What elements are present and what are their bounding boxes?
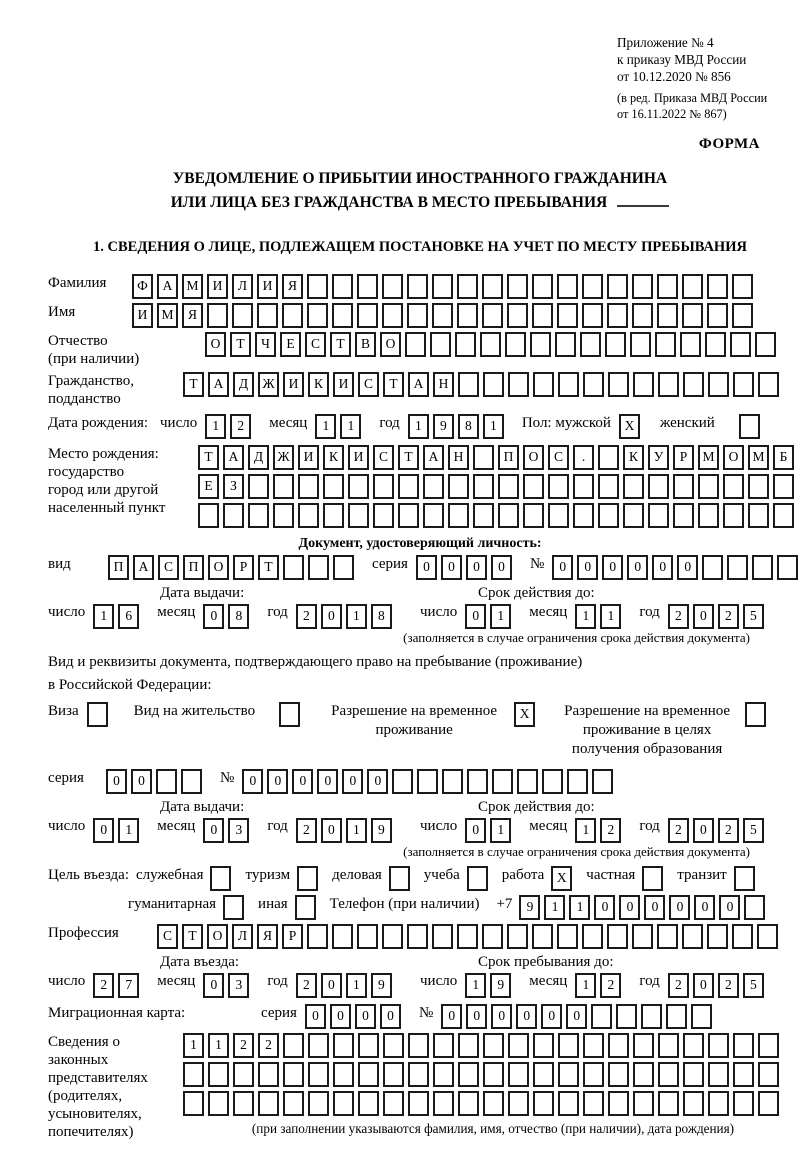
form-title-line1: УВЕДОМЛЕНИЕ О ПРИБЫТИИ ИНОСТРАННОГО ГРАЖДАНИНА: [172, 170, 668, 187]
stay-valid-column: [420, 798, 792, 843]
birthplace-label-line1: Место рождения:: [48, 446, 159, 462]
appendix-line3: от 10.12.2020 № 856: [617, 69, 731, 84]
stay-doc-dates: [48, 798, 792, 843]
stay-issue-day-cells[interactable]: 0 1: [93, 818, 143, 843]
stay-number-cells[interactable]: 0 0 0 0 0 0: [242, 769, 617, 794]
stay-doc-series-row: [48, 769, 792, 794]
entry-date-heading: Дата въезда:: [160, 954, 240, 970]
birthplace-label: [48, 445, 198, 517]
amendment-line1: (в ред. Приказа МВД России: [617, 91, 768, 105]
identity-issue-month-cells[interactable]: 0 8: [203, 604, 253, 629]
form-label: ФОРМА: [698, 136, 760, 152]
purpose-business-label: деловая: [332, 867, 382, 883]
citizenship-label-line1: Гражданство,: [48, 373, 135, 389]
section1-heading: 1. СВЕДЕНИЯ О ЛИЦЕ, ПОДЛЕЖАЩЕМ ПОСТАНОВКЕ НА УЧЕТ ПО МЕСТУ ПРЕБЫВАНИЯ: [93, 239, 747, 255]
stay-until-day-label: число: [420, 973, 458, 989]
birthplace-row3-cells[interactable]: [198, 503, 798, 528]
stay-doc-intro-line1: Вид и реквизиты документа, подтверждающего право на пребывание (проживание): [48, 654, 583, 670]
patronymic-label-line1: Отчество: [48, 333, 108, 349]
migration-number-cells[interactable]: 0 0 0 0 0 0: [441, 1004, 716, 1029]
appendix-reference: [617, 34, 792, 122]
identity-valid-year-cells[interactable]: 2 0 2 5: [668, 604, 768, 629]
identity-valid-year-label: год: [639, 604, 660, 620]
guardians-label-line2: законных: [48, 1052, 109, 1068]
temp-permit-label: [320, 702, 508, 740]
birthplace-row2-cells[interactable]: Е З: [198, 474, 798, 499]
residence-permit-label: Вид на жительство: [133, 703, 256, 719]
guardians-label-line4: (родителях,: [48, 1088, 123, 1104]
identity-valid-month-label: месяц: [529, 604, 568, 620]
stay-series-cells[interactable]: 0 0: [106, 769, 206, 794]
entry-dates: [48, 953, 792, 998]
temp-permit-checkbox[interactable]: X: [514, 702, 539, 727]
birthplace-label-line3: город или другой: [48, 482, 159, 498]
identity-issue-year-cells[interactable]: 2 0 1 8: [296, 604, 396, 629]
citizenship-cells[interactable]: Т А Д Ж И К И С Т А Н: [183, 372, 783, 397]
stay-until-year-label: год: [639, 973, 660, 989]
birthplace-label-line2: государство: [48, 464, 125, 480]
identity-valid-day-cells[interactable]: 0 1: [465, 604, 515, 629]
stay-valid-year-cells[interactable]: 2 0 2 5: [668, 818, 768, 843]
doc-series-label: серия: [372, 556, 408, 572]
identity-issue-month-label: месяц: [157, 604, 196, 620]
purpose-official-label: служебная: [135, 867, 204, 883]
stay-until-row: [420, 973, 792, 998]
stay-until-month-cells[interactable]: 1 2: [575, 973, 625, 998]
identity-valid-row: [420, 604, 792, 629]
birthplace-block: [48, 445, 792, 532]
stay-issue-row: [48, 818, 420, 843]
doc-number-label: №: [529, 556, 545, 572]
purpose-private-checkbox[interactable]: [642, 866, 667, 891]
stay-valid-month-cells[interactable]: 1 2: [575, 818, 625, 843]
profession-cells[interactable]: С Т О Л Я Р: [157, 924, 782, 949]
citizenship-row: [48, 372, 792, 408]
stay-valid-heading: Срок действия до:: [478, 799, 595, 815]
amendment-line2: от 16.11.2022 № 867): [617, 107, 727, 121]
identity-issue-heading: Дата выдачи:: [160, 585, 245, 601]
migration-card-label: Миграционная карта:: [48, 1005, 186, 1021]
identity-doc-heading: Документ, удостоверяющий личность:: [298, 536, 542, 551]
purpose-tourism-checkbox[interactable]: [297, 866, 322, 891]
identity-issue-year-label: год: [267, 604, 288, 620]
patronymic-cells[interactable]: О Т Ч Е С Т В О: [205, 332, 780, 357]
firstname-row: [48, 303, 792, 328]
birth-day-cells[interactable]: 1 2: [205, 414, 255, 439]
stay-until-heading: Срок пребывания до:: [478, 954, 614, 970]
entry-month-label: месяц: [157, 973, 196, 989]
identity-doc-note: (заполняется в случае ограничения срока действия документа): [403, 630, 750, 645]
identity-valid-month-cells[interactable]: 1 1: [575, 604, 625, 629]
purpose-study-checkbox[interactable]: [467, 866, 492, 891]
birth-day-label: число: [160, 415, 198, 431]
stay-number-label: №: [220, 770, 235, 786]
purpose-other-checkbox[interactable]: [295, 895, 320, 920]
stay-until-day-cells[interactable]: 1 9: [465, 973, 515, 998]
stay-valid-month-label: месяц: [529, 818, 568, 834]
edu-permit-label-line3: получения образования: [571, 741, 723, 757]
purpose-tourism-label: туризм: [245, 867, 291, 883]
temp-permit-label-line1: Разрешение на временное: [331, 703, 498, 719]
identity-issue-day-label: число: [48, 604, 86, 620]
stay-doc-intro: [48, 651, 792, 697]
migration-series-label: серия: [261, 1005, 297, 1021]
entry-day-label: число: [48, 973, 86, 989]
purpose-row2: [48, 895, 792, 920]
edu-permit-label: [555, 702, 739, 759]
entry-year-label: год: [267, 973, 288, 989]
surname-label: Фамилия: [48, 275, 107, 291]
identity-issue-row: [48, 604, 420, 629]
stay-issue-heading: Дата выдачи:: [160, 799, 245, 815]
migration-card-row: [48, 1004, 792, 1029]
purpose-humanitarian-label: гуманитарная: [128, 896, 217, 912]
guardians-label-line3: представителях: [48, 1070, 148, 1086]
stay-valid-row: [420, 818, 792, 843]
purpose-work-checkbox[interactable]: X: [551, 866, 576, 891]
birthdate-label: Дата рождения:: [48, 415, 149, 431]
identity-valid-heading: Срок действия до:: [478, 585, 595, 601]
stay-until-year-cells[interactable]: 2 0 2 5: [668, 973, 768, 998]
appendix-line2: к приказу МВД России: [617, 52, 747, 67]
identity-issue-column: [48, 584, 420, 629]
stay-issue-year-cells[interactable]: 2 0 1 9: [296, 818, 396, 843]
identity-doc-dates: [48, 584, 792, 629]
firstname-label: Имя: [48, 304, 76, 320]
sex-male-checkbox[interactable]: X: [619, 414, 644, 439]
sex-male-label: Пол: мужской: [521, 415, 611, 431]
identity-valid-column: [420, 584, 792, 629]
sex-female-checkbox[interactable]: [739, 414, 764, 439]
form-title-line2: [48, 191, 792, 215]
visa-label: Виза: [48, 703, 79, 719]
edu-permit-label-line2: проживание в целях: [582, 722, 712, 738]
guardians-row3-cells[interactable]: [183, 1091, 783, 1116]
birth-year-cells[interactable]: 1 9 8 1: [408, 414, 508, 439]
entry-year-cells[interactable]: 2 0 1 9: [296, 973, 396, 998]
phone-label: Телефон (при наличии): [329, 896, 480, 912]
patronymic-row: [48, 332, 792, 368]
identity-doc-row: [48, 555, 792, 580]
guardians-label: [48, 1033, 183, 1141]
guardians-row2-cells[interactable]: [183, 1062, 783, 1087]
amendment-reference: [617, 90, 792, 122]
phone-prefix: +7: [496, 896, 513, 912]
doc-kind-cells[interactable]: П А С П О Р Т: [108, 555, 358, 580]
patronymic-label-line2: (при наличии): [48, 351, 140, 367]
birth-month-label: месяц: [269, 415, 308, 431]
visa-checkbox[interactable]: [87, 702, 112, 727]
purpose-study-label: учеба: [423, 867, 460, 883]
guardians-label-line1: Сведения о: [48, 1034, 120, 1050]
doc-number-cells[interactable]: 0 0 0 0 0 0: [552, 555, 800, 580]
guardians-cells-group: [183, 1033, 783, 1137]
purpose-transit-label: транзит: [677, 867, 727, 883]
purpose-other-label: иная: [258, 896, 288, 912]
stay-doc-note: (заполняется в случае ограничения срока действия документа): [403, 844, 750, 859]
stay-issue-column: [48, 798, 420, 843]
phone-cells[interactable]: 9 1 1 0 0 0 0 0 0: [519, 895, 769, 920]
entry-month-cells[interactable]: 0 3: [203, 973, 253, 998]
stay-issue-year-label: год: [267, 818, 288, 834]
surname-row: [48, 274, 792, 299]
birthplace-cells-group: [198, 445, 798, 532]
citizenship-label: [48, 372, 183, 408]
purpose-official-checkbox[interactable]: [210, 866, 235, 891]
edu-permit-label-line1: Разрешение на временное: [564, 703, 731, 719]
stay-issue-month-cells[interactable]: 0 3: [203, 818, 253, 843]
purpose-work-label: работа: [501, 867, 545, 883]
guardians-label-line6: попечителях): [48, 1124, 134, 1140]
appendix-line1: Приложение № 4: [617, 35, 714, 50]
identity-valid-day-label: число: [420, 604, 458, 620]
stay-until-month-label: месяц: [529, 973, 568, 989]
surname-cells[interactable]: Ф А М И Л И Я: [132, 274, 757, 299]
entry-date-column: [48, 953, 420, 998]
purpose-humanitarian-checkbox[interactable]: [223, 895, 248, 920]
entry-date-row: [48, 973, 420, 998]
birthdate-row: [48, 414, 792, 439]
guardians-note: (при заполнении указываются фамилия, имя, отчество (при наличии), дата рождения): [251, 1121, 735, 1136]
guardians-label-line5: усыновителях,: [48, 1106, 142, 1122]
entry-day-cells[interactable]: 2 7: [93, 973, 143, 998]
stay-valid-day-cells[interactable]: 0 1: [465, 818, 515, 843]
stay-issue-month-label: месяц: [157, 818, 196, 834]
stay-valid-year-label: год: [639, 818, 660, 834]
form-title-line2-text: ИЛИ ЛИЦА БЕЗ ГРАЖДАНСТВА В МЕСТО ПРЕБЫВАНИЯ: [170, 194, 608, 211]
identity-issue-day-cells[interactable]: 1 6: [93, 604, 143, 629]
migration-number-label: №: [418, 1005, 434, 1021]
purpose-row1: [48, 866, 792, 891]
profession-row: [48, 924, 792, 949]
stay-series-label: серия: [48, 770, 84, 786]
birthplace-row1-cells[interactable]: Т А Д Ж И К И С Т А Н П О С . К У Р М О М Б: [198, 445, 798, 470]
migration-series-cells[interactable]: 0 0 0 0: [305, 1004, 405, 1029]
doc-series-cells[interactable]: 0 0 0 0: [416, 555, 516, 580]
citizenship-label-line2: подданство: [48, 391, 121, 407]
edu-permit-checkbox[interactable]: [745, 702, 770, 727]
stay-valid-day-label: число: [420, 818, 458, 834]
sex-female-label: женский: [659, 415, 715, 431]
profession-label: Профессия: [48, 925, 119, 941]
birthplace-label-line4: населенный пункт: [48, 500, 166, 516]
guardians-block: [48, 1033, 792, 1141]
firstname-cells[interactable]: И М Я: [132, 303, 757, 328]
form-title: [48, 167, 792, 215]
temp-permit-label-line2: проживание: [375, 722, 453, 738]
title-blank-underline: [617, 194, 669, 207]
stay-doc-options: [48, 702, 792, 759]
guardians-row1-cells[interactable]: 1 1 2 2: [183, 1033, 783, 1058]
stay-issue-day-label: число: [48, 818, 86, 834]
stay-until-column: [420, 953, 792, 998]
birth-month-cells[interactable]: 1 1: [315, 414, 365, 439]
patronymic-label: [48, 332, 205, 368]
purpose-business-checkbox[interactable]: [389, 866, 414, 891]
purpose-label: Цель въезда:: [48, 867, 129, 883]
stay-doc-intro-line2: в Российской Федерации:: [48, 677, 212, 693]
doc-kind-label: вид: [48, 556, 71, 572]
purpose-transit-checkbox[interactable]: [734, 866, 759, 891]
birth-year-label: год: [379, 415, 400, 431]
residence-permit-checkbox[interactable]: [279, 702, 304, 727]
purpose-private-label: частная: [586, 867, 636, 883]
